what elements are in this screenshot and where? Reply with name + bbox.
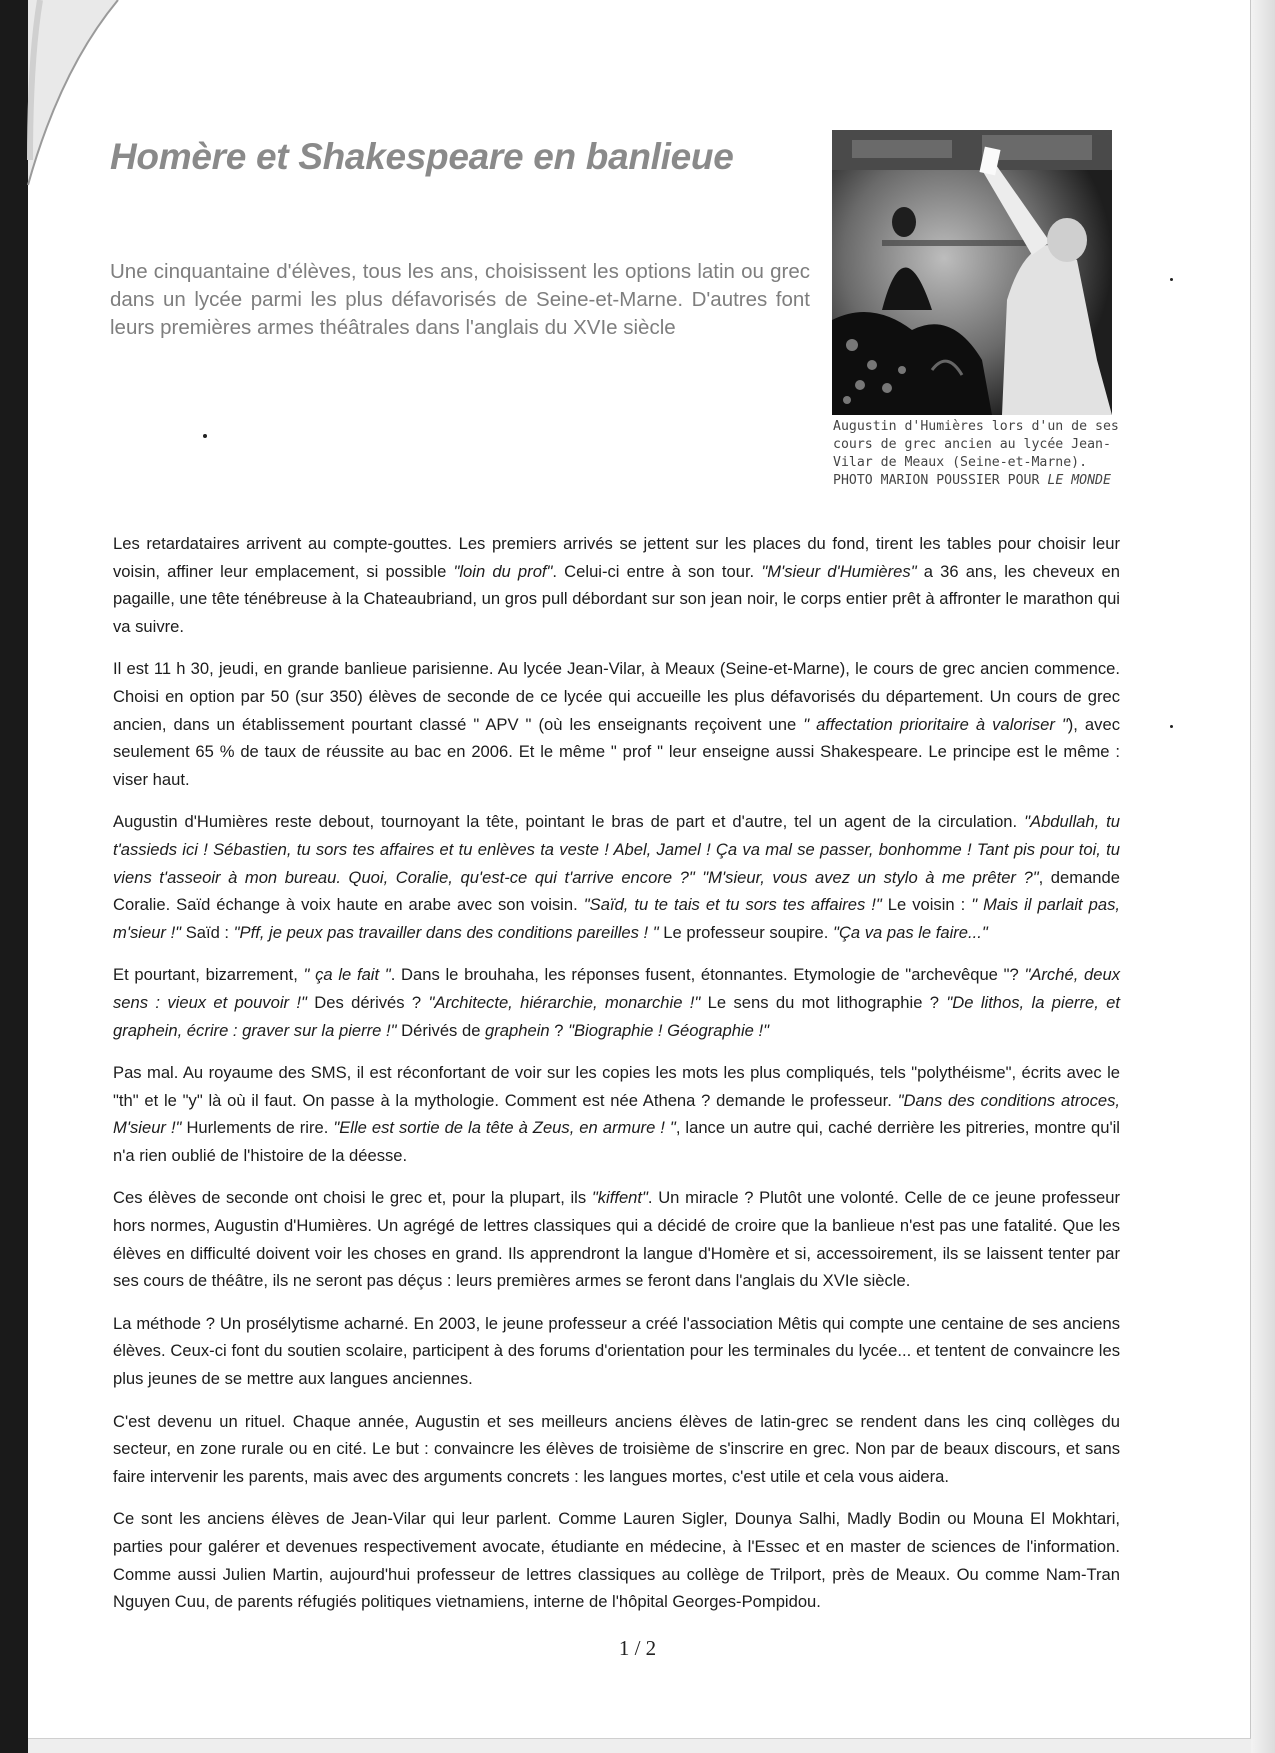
body-paragraph-7: La méthode ? Un prosélytisme acharné. En 2003, le jeune professeur a créé l'association Mêtis qui compte une centaine de ses anciens élèves. Ceux-ci font du soutien scolaire, participent à des forums d'orientation pour les terminales du lycée... et tentent de convaincre les plus jeunes de se mettre aux langues anciennes. <box>113 1313 1120 1389</box>
photo-caption-text: Augustin d'Humières lors d'un de ses cours de grec ancien au lycée Jean-Vilar de Meaux (Seine-et-Marne). PHOTO MARION POUSSIER POUR <box>833 419 1119 488</box>
scan-bottom-edge <box>28 1738 1251 1753</box>
scan-right-edge <box>1250 0 1275 1753</box>
body-paragraph-5: Pas mal. Au royaume des SMS, il est réconfortant de voir sur les copies les mots les plus compliqués, tels "polythéisme", écrits avec le "th" et le "y" là où il faut. On passe à la mythologie. Comment est née Athena ? demande le professeur. "Dans des conditions atroces, M'sieur !" Hurlements de rire. "Elle est sortie de la tête à Zeus, en armure ! ", lance un autre qui, caché derrière les pitreries, montre qu'il n'a rien oublié de l'histoire de la déesse. <box>113 1063 1121 1165</box>
body-paragraph-1: Les retardataires arrivent au compte-gouttes. Les premiers arrivés se jettent sur les places du fond, tirent les tables pour choisir leur voisin, affiner leur emplacement, si possible "loin du prof". Celui-ci entre à son tour. "M'sieur d'Humières" a 36 ans, les cheveux en pagaille, une tête ténébreuse à la Chateaubriand, un gros pull débordant sur son jean noir, le corps entier prêt à affronter le marathon qui va suivre. <box>113 534 1120 636</box>
body-paragraph-8: C'est devenu un rituel. Chaque année, Augustin et ses meilleurs anciens élèves de latin-grec se rendent dans les cinq collèges du secteur, en zone rurale ou en cité. Le but : convaincre les élèves de troisième de s'inscrire en grec. Non par de beaux discours, et sans faire intervenir les parents, mais avec des arguments concrets : les langues mortes, c'est utile et cela vous aidera. <box>113 1411 1120 1486</box>
article-lead: Une cinquantaine d'élèves, tous les ans, choisissent les options latin ou grec dans un lycée parmi les plus défavorisés de Seine-et-Marne. D'autres font leurs premières armes théâtrales dans l'anglais du XVIe siècle <box>110 260 810 339</box>
article-title: Homère et Shakespeare en banlieue <box>110 136 734 177</box>
photo-caption-newspaper: LE MONDE <box>1047 473 1111 488</box>
scan-speck <box>1170 725 1173 728</box>
scan-speck <box>203 434 207 438</box>
body-paragraph-2: Il est 11 h 30, jeudi, en grande banlieue parisienne. Au lycée Jean-Vilar, à Meaux (Seine-et-Marne), le cours de grec ancien commence. Choisi en option par 50 (sur 350) élèves de seconde de ce lycée qui accueille les plus défavorisés du département. Un cours de grec ancien, dans un établissement pourtant classé " APV " (où les enseignants reçoivent une " affectation prioritaire à valoriser "), avec seulement 65 % de taux de réussite au bac en 2006. Et le même " prof " leur enseigne aussi Shakespeare. Le principe est le même : viser haut. <box>113 659 1120 789</box>
body-paragraph-9: Ce sont les anciens élèves de Jean-Vilar qui leur parlent. Comme Lauren Sigler, Dounya Salhi, Madly Bodin ou Mouna El Mokhtari, parties pour galérer et devenues respectivement avocate, étudiante en médecine, à l'Essec et en master de sciences de l'information. Comme aussi Julien Martin, aujourd'hui professeur de lettres classiques au collège de Trilport, près de Meaux. Ou comme Nam-Tran Nguyen Cuu, de parents réfugiés politiques vietnamiens, interne de l'hôpital Georges-Pompidou. <box>113 1509 1120 1612</box>
scan-left-edge <box>0 0 28 1753</box>
scan-speck <box>1170 278 1173 281</box>
body-paragraph-3: Augustin d'Humières reste debout, tournoyant la tête, pointant le bras de part et d'autre, tel un agent de la circulation. "Abdullah, tu t'assieds ici ! Sébastien, tu sors tes affaires et tu enlèves ta veste ! Abel, Jamel ! Ça va mal se passer, bonhomme ! Tant pis pour toi, tu viens t'asseoir à mon bureau. Quoi, Coralie, qu'est-ce qui t'arrive encore ?" "M'sieur, vous avez un stylo à me prêter ?", demande Coralie. Saïd échange à voix haute en arabe avec son voisin. "Saïd, tu te tais et tu sors tes affaires !" Le voisin : " Mais il parlait pas, m'sieur !" Saïd : "Pff, je peux pas travailler dans des conditions pareilles ! " Le professeur soupire. "Ça va pas le faire..." <box>113 812 1120 942</box>
page-number: 1 / 2 <box>618 1636 657 1660</box>
article-body <box>113 530 1120 1631</box>
body-paragraph-4: Et pourtant, bizarrement, " ça le fait ". Dans le brouhaha, les réponses fusent, étonnantes. Etymologie de "archevêque "? "Arché, deux sens : vieux et pouvoir !" Des dérivés ? "Architecte, hiérarchie, monarchie !" Le sens du mot lithographie ? "De lithos, la pierre, et graphein, écrire : graver sur la pierre !" Dérivés de graphein ? "Biographie ! Géographie !" <box>113 965 1120 1040</box>
body-paragraph-6: Ces élèves de seconde ont choisi le grec et, pour la plupart, ils "kiffent". Un miracle ? Plutôt une volonté. Celle de ce jeune professeur hors normes, Augustin d'Humières. Un agrégé de lettres classiques qui a décidé de croire que la banlieue n'est pas une fatalité. Que les élèves en difficulté doivent voir les choses en grand. Ils apprendront la langue d'Homère et si, accessoirement, ils se laissent tenter par ses cours de théâtre, ils ne seront pas déçus : leurs premières armes se feront dans l'anglais du XVIe siècle. <box>113 1188 1120 1291</box>
article-photo <box>832 130 1112 415</box>
photo-caption <box>833 418 1123 490</box>
